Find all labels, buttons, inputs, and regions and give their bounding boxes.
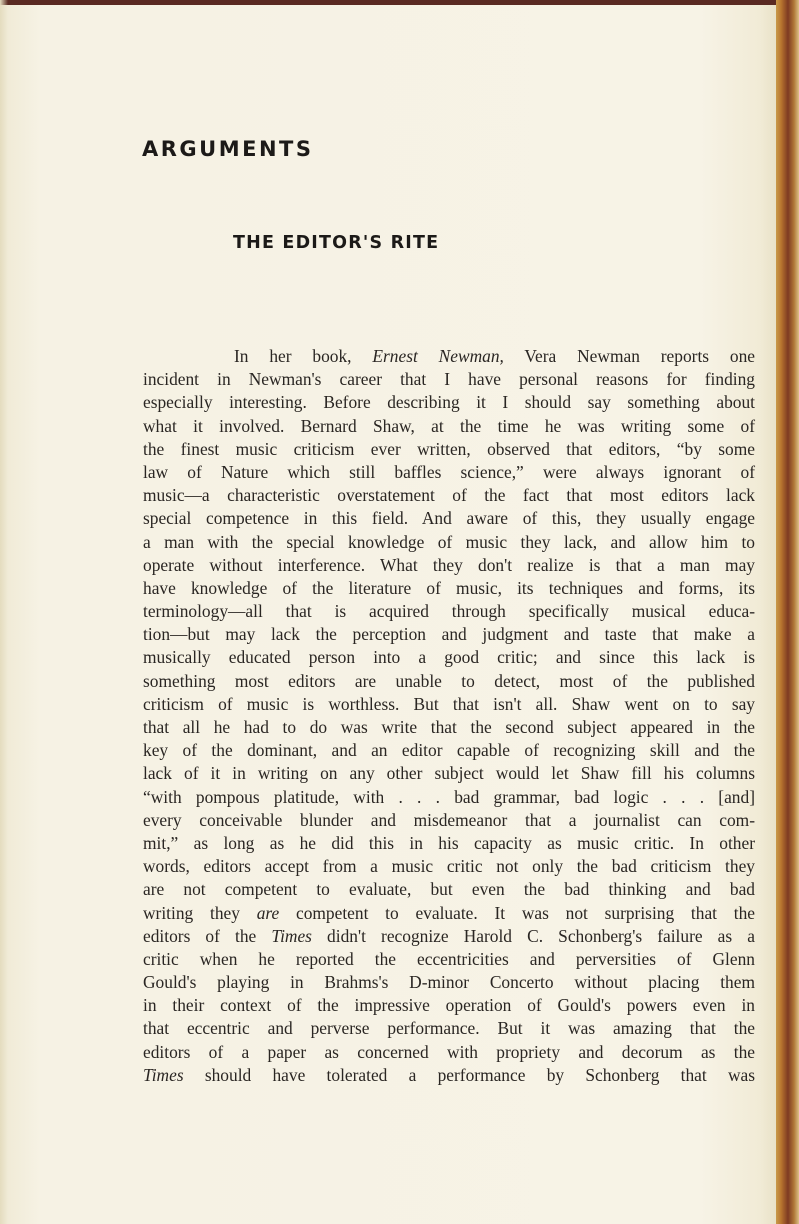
body-text-run: writing they <box>143 902 257 923</box>
body-text-run: tion—but may lack the perception and judgment and taste that make a <box>143 624 755 645</box>
body-text-run: what it involved. Bernard Shaw, at the time he was writing some of <box>143 415 755 436</box>
body-text-run: the finest music criticism ever written, observed that editors, “by some <box>143 438 755 459</box>
article-body <box>143 345 755 1087</box>
body-text-run: music—a characteristic overstatement of the fact that most editors lack <box>143 485 755 506</box>
page-left-edge <box>0 0 8 1224</box>
body-text-run: especially interesting. Before describing it I should say something about <box>143 392 755 413</box>
italic-text: Times <box>271 925 312 946</box>
italic-text: are <box>256 902 280 923</box>
article-title: THE EDITOR'S RITE <box>233 233 440 253</box>
body-text-run: have knowledge of the literature of music, its techniques and forms, its <box>143 577 755 598</box>
body-line <box>143 809 755 832</box>
body-line <box>143 507 755 530</box>
body-line <box>143 670 755 693</box>
body-text-run: terminology—all that is acquired through specifically musical educa- <box>143 601 755 622</box>
body-line <box>143 345 755 368</box>
body-line <box>143 1017 755 1040</box>
body-text-run: editors of a paper as concerned with propriety and decorum as the <box>143 1041 755 1062</box>
body-line <box>143 1064 755 1087</box>
body-line <box>143 623 755 646</box>
body-text-run: In her book, <box>234 346 373 366</box>
body-line <box>143 646 755 669</box>
body-text-run: competent to evaluate. It was not surprising that the <box>279 902 755 923</box>
body-line <box>143 531 755 554</box>
body-line <box>143 693 755 716</box>
body-text-run: Gould's playing in Brahms's D-minor Concerto without placing them <box>143 972 755 993</box>
body-line <box>143 716 755 739</box>
body-text-run: musically educated person into a good critic; and since this lack is <box>143 647 755 668</box>
body-line <box>143 438 755 461</box>
body-line <box>143 948 755 971</box>
body-text-run: criticism of music is worthless. But that isn't all. Shaw went on to say <box>143 693 755 714</box>
body-line <box>143 786 755 809</box>
body-text-run: editors of the <box>143 925 272 946</box>
body-text-run: “with pompous platitude, with . . . bad grammar, bad logic . . . [and] <box>143 786 755 807</box>
body-line <box>143 762 755 785</box>
body-line <box>143 484 755 507</box>
body-text-run: should have tolerated a performance by Schonberg that was <box>183 1064 755 1085</box>
body-text-run: key of the dominant, and an editor capable of recognizing skill and the <box>143 740 755 761</box>
body-text-run: are not competent to evaluate, but even the bad thinking and bad <box>143 879 755 900</box>
body-text-run: that all he had to do was write that the second subject appeared in the <box>143 717 755 737</box>
body-text-run: law of Nature which still baffles science,” were always ignorant of <box>143 461 755 482</box>
body-text-run: that eccentric and perverse performance. But it was amazing that the <box>143 1018 755 1039</box>
body-line <box>143 368 755 391</box>
body-line <box>143 415 755 438</box>
body-text-run: critic when he reported the eccentricities and perversities of Glenn <box>143 948 755 969</box>
body-text-run: every conceivable blunder and misdemeanor that a journalist can com- <box>143 809 755 830</box>
italic-text: Ernest Newman, <box>372 346 504 366</box>
page-top-edge <box>0 0 799 5</box>
body-line <box>143 461 755 484</box>
body-text-run: words, editors accept from a music critic not only the bad criticism they <box>143 856 755 877</box>
body-line <box>143 577 755 600</box>
body-text-run: special competence in this field. And aware of this, they usually engage <box>143 508 755 529</box>
body-line <box>143 832 755 855</box>
body-text-run: a man with the special knowledge of music they lack, and allow him to <box>143 531 755 552</box>
book-spine-edge <box>776 0 799 1224</box>
body-text-run: in their context of the impressive operation of Gould's powers even in <box>143 995 755 1016</box>
italic-text: Times <box>143 1064 184 1085</box>
section-heading: ARGUMENTS <box>142 137 314 161</box>
body-line <box>143 600 755 623</box>
body-text-run: mit,” as long as he did this in his capacity as music critic. In other <box>143 832 755 853</box>
body-text-run: something most editors are unable to detect, most of the published <box>143 670 755 691</box>
body-text-run: didn't recognize Harold C. Schonberg's failure as a <box>311 925 755 946</box>
body-line <box>143 739 755 762</box>
body-line <box>143 925 755 948</box>
body-line <box>143 878 755 901</box>
body-line <box>143 994 755 1017</box>
body-text-run: Vera Newman reports one <box>503 346 756 366</box>
body-text-run: operate without interference. What they don't realize is that a man may <box>143 554 755 575</box>
body-line <box>143 855 755 878</box>
body-line <box>143 1041 755 1064</box>
body-line <box>143 971 755 994</box>
body-line <box>143 391 755 414</box>
body-text-run: lack of it in writing on any other subject would let Shaw fill his columns <box>143 763 755 784</box>
body-line <box>143 902 755 925</box>
body-line <box>143 554 755 577</box>
body-text-run: incident in Newman's career that I have personal reasons for finding <box>143 369 755 390</box>
